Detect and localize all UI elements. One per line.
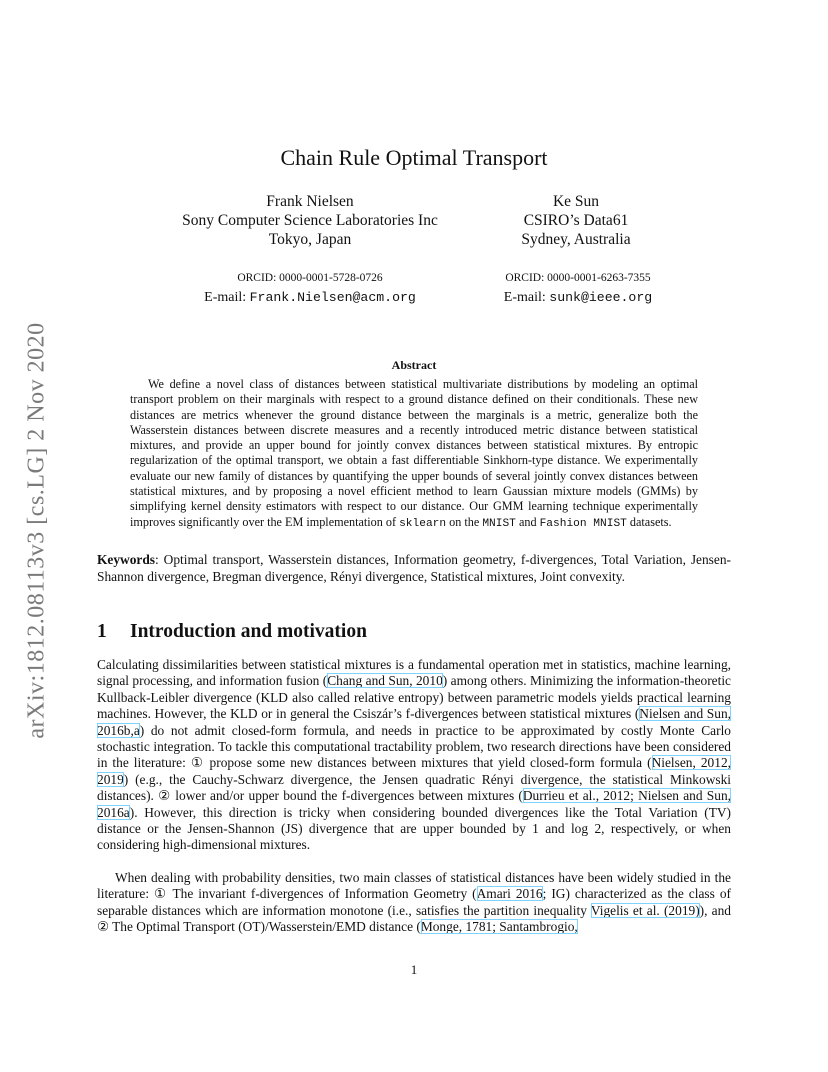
paragraph-text: Calculating dissimilarities between statistical mixtures is a fundamental operation met in statistics, machine learning, signal processing, and information fusion ( — [97, 657, 731, 689]
email-label: E-mail: — [204, 290, 247, 305]
page-number: 1 — [410, 962, 418, 977]
section-title: Introduction and motivation — [130, 621, 367, 642]
contact-block-1 — [170, 270, 450, 308]
keywords — [97, 551, 731, 585]
arxiv-identifier: arXiv:1812.08113v3 [cs.LG] 2 Nov 2020 — [23, 321, 50, 739]
abstract-text-part: and — [518, 514, 537, 529]
abstract-text-part: datasets. — [629, 514, 672, 529]
abstract-text — [130, 377, 698, 532]
paragraph-text: ), and ② The Optimal Transport (OT)/Wasserstein/EMD distance ( — [97, 902, 731, 935]
code-term: MNIST — [482, 517, 516, 530]
citation-link[interactable]: Durrieu et al., 2012; Nielsen and Sun, 2016a — [97, 788, 731, 820]
orcid: ORCID: 0000-0001-6263-7355 — [505, 272, 651, 284]
citation-link[interactable]: Nielsen, 2012, 2019 — [97, 755, 731, 787]
paragraph-text: When dealing with probability densities, two main classes of statistical distances have been widely studied in the literature: ① The invariant f-divergences of Information Geometry ( — [97, 870, 731, 902]
author-location: Tokyo, Japan — [268, 231, 352, 248]
code-term: sklearn — [399, 517, 447, 530]
author-block-1 — [160, 192, 460, 249]
author-name: Ke Sun — [552, 193, 600, 210]
section-number: 1 — [97, 621, 107, 642]
contact-block-2 — [478, 270, 678, 308]
email-label: E-mail: — [503, 290, 546, 305]
citation-link[interactable]: Monge, 1781; Santambrogio, — [420, 919, 578, 935]
paper-title: Chain Rule Optimal Transport — [280, 145, 548, 170]
citation-link[interactable]: Amari 2016 — [476, 886, 543, 902]
abstract-heading: Abstract — [391, 358, 437, 372]
author-block-2 — [500, 192, 652, 249]
paragraph-text: ) do not admit closed-form formula, and needs in practice to be approximated by costly Monte Carlo stochastic integration. To tackle this computational tractability problem, two research directions have been considered in the literature: ① propose some new distances between mixtures that yield closed-form formula ( — [97, 722, 731, 771]
paragraph — [97, 657, 731, 854]
paragraph-text: ) (e.g., the Cauchy-Schwarz divergence, the Jensen quadratic Rényi divergence, the statistical Minkowski distances). ② lower and/or upper bound the f-divergences between mixtures ( — [97, 771, 731, 804]
orcid: ORCID: 0000-0001-5728-0726 — [237, 272, 383, 284]
paragraph-text: ; IG) characterized as the class of separable distances which are information monotone (i.e., satisfies the partition inequality — [97, 886, 731, 918]
author-location: Sydney, Australia — [521, 231, 631, 248]
paragraph — [97, 870, 731, 936]
author-affiliation: CSIRO’s Data61 — [523, 212, 629, 229]
email-line — [170, 288, 450, 308]
author-name: Frank Nielsen — [266, 193, 354, 210]
paragraph-text: ) among others. Minimizing the information-theoretic Kullback-Leibler divergence (KLD also called relative entropy) between parametric models yields practical learning machines. However, the KLD or in general the Csiszár’s f-divergences between statistical mixtures ( — [97, 673, 731, 722]
abstract-text-part: We define a novel class of distances between statistical multivariate distributions by modeling an optimal transport problem on their marginals with respect to a ground distance defined on their conditionals. These new distances are metrics whenever the ground distance between the marginals is a metric, generalize both the Wasserstein distances between discrete measures and a recently introduced metric distance between statistical mixtures, and provide an upper bound for jointly convex distances between statistical mixtures. By entropic regularization of the optimal transport, we obtain a fast differentiable Sinkhorn-type distance. We experimentally evaluate our new family of distances by quantifying the upper bounds of several jointly convex distances between statistical mixtures, and by proposing a novel efficient method to learn Gaussian mixture models (GMMs) by simplifying kernel density estimators with respect to our distance. Our GMM learning technique experimentally improves significantly over the EM implementation of — [130, 377, 698, 529]
section-heading — [97, 621, 367, 643]
email-address[interactable]: sunk@ieee.org — [549, 290, 653, 305]
abstract-text-part: on the — [449, 514, 480, 529]
email-address[interactable]: Frank.Nielsen@acm.org — [249, 290, 416, 305]
author-affiliation: Sony Computer Science Laboratories Inc — [182, 212, 438, 229]
paragraph-text: ). However, this direction is tricky when considering bounded divergences like the Total Variation (TV) distance or the Jensen-Shannon (JS) divergence that are upper bounded by 1 and log 2, respectively, or when considering high-dimensional mixtures. — [97, 804, 731, 853]
code-term: Fashion MNIST — [539, 517, 627, 530]
citation-link[interactable]: Chang and Sun, 2010 — [327, 673, 443, 689]
keywords-label: Keywords — [97, 552, 156, 567]
email-line — [478, 288, 678, 308]
keywords-list: : Optimal transport, Wasserstein distances, Information geometry, f-divergences, Total Variation, Jensen-Shannon divergence, Bregman divergence, Rényi divergence, Statistical mixtures, Joint convexity. — [97, 552, 731, 584]
citation-link[interactable]: Vigelis et al. (2019) — [590, 902, 700, 918]
citation-link[interactable]: Nielsen and Sun, 2016b,a — [97, 706, 731, 738]
